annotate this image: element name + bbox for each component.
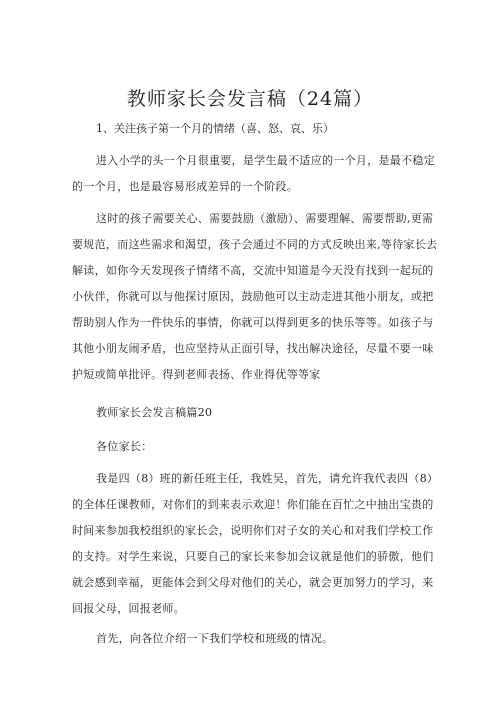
document-title: 教师家长会发言稿（24篇）	[126, 88, 374, 110]
paragraph-2-line-5: 帮助别人作为一件快乐的事情，你就可以得到更多的快乐等等。如孩子与	[72, 316, 434, 329]
paragraph-1-line-2: 的一个月，也是最容易形成差异的一个阶段。	[72, 180, 298, 193]
paragraph-2-line-7: 护短或简单批评。得到老师表扬、作业得优等等家	[72, 368, 321, 381]
paragraph-2-line-1: 这时的孩子需要关心、需要鼓励（激励）、需要理解、需要帮助,更需	[96, 212, 434, 225]
greeting: 各位家长：	[96, 440, 153, 453]
article-subtitle: 教师家长会发言稿篇20	[96, 406, 213, 419]
paragraph-2-line-4: 小伙伴，你就可以与他探讨原因，鼓励他可以主动走进其他小朋友，或把	[72, 290, 434, 303]
paragraph-1-line-1: 进入小学的头一个月很重要，是学生最不适应的一个月，是最不稳定	[96, 154, 435, 167]
paragraph-3-line-3: 时间来参加我校组织的家长会，说明你们对子女的关心和对我们学校工作	[72, 524, 434, 537]
paragraph-2-line-6: 其他小朋友闹矛盾，也应坚持从正面引导，找出解决途径，尽量不要一味	[72, 342, 434, 355]
section-heading: 1、关注孩子第一个月的情绪（喜、怒、哀、乐）	[96, 122, 334, 135]
paragraph-3-line-6: 回报父母，回报老师。	[72, 602, 185, 615]
paragraph-3-line-4: 的支持。对学生来说，只要自己的家长来参加会议就是他们的骄傲，他们	[72, 550, 434, 563]
paragraph-2-line-3: 解读，如你今天发现孩子情绪不高，交流中知道是今天没有找到一起玩的	[72, 264, 434, 277]
paragraph-3-line-5: 就会感到幸福，更能体会到父母对他们的关心，就会更加努力的学习，来	[72, 576, 434, 589]
paragraph-4-line-1: 首先，向各位介绍一下我们学校和班级的情况。	[96, 632, 334, 645]
paragraph-3-line-2: 的全体任课教师，对你们的到来表示欢迎！你们能在百忙之中抽出宝贵的	[72, 498, 434, 511]
paragraph-3-line-1: 我是四（8）班的新任班主任，我姓吴，首先，请允许我代表四（8）	[96, 472, 439, 485]
paragraph-2-line-2: 要规范，而这些需求和渴望，孩子会通过不同的方式反映出来,等待家长去	[72, 238, 438, 251]
